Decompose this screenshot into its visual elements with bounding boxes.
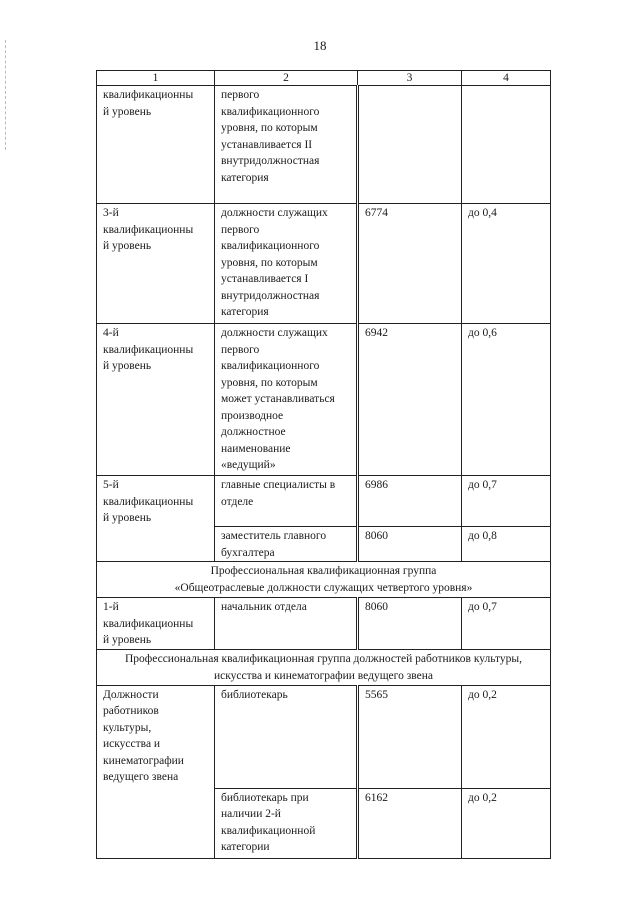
coefficient-cell: до 0,2 — [462, 685, 551, 788]
coefficient-cell: до 0,6 — [462, 324, 551, 476]
salary-cell — [358, 86, 462, 204]
salary-cell: 6774 — [358, 204, 462, 324]
position-cell: должности служащих первого квалификационного уровня, по которым устанавливается I внутридолжностная категория — [215, 204, 358, 324]
salary-cell: 5565 — [358, 685, 462, 788]
level-cell: 3-й квалификационны й уровень — [97, 204, 215, 324]
header-cell-1: 1 — [97, 71, 215, 86]
position-cell: библиотекарь — [215, 685, 358, 788]
coefficient-cell: до 0,4 — [462, 204, 551, 324]
salary-cell: 6986 — [358, 476, 462, 527]
header-cell-3: 3 — [358, 71, 462, 86]
table-row — [97, 476, 551, 527]
salary-cell: 6942 — [358, 324, 462, 476]
table-row — [97, 324, 551, 476]
salary-cell: 6162 — [358, 788, 462, 858]
coefficient-cell — [462, 86, 551, 204]
coefficient-cell: до 0,2 — [462, 788, 551, 858]
table-row — [97, 204, 551, 324]
binding-margin-line — [5, 40, 7, 150]
group-header-row — [97, 649, 551, 685]
position-cell: первого квалификационного уровня, по которым устанавливается II внутридолжностная категория — [215, 86, 358, 204]
level-cell: Должности работников культуры, искусства и кинематографии ведущего звена — [97, 685, 215, 858]
coefficient-cell: до 0,7 — [462, 476, 551, 527]
header-cell-2: 2 — [215, 71, 358, 86]
level-cell: 4-й квалификационны й уровень — [97, 324, 215, 476]
qualification-table — [96, 70, 551, 859]
position-cell: главные специалисты в отделе — [215, 476, 358, 527]
level-cell: квалификационны й уровень — [97, 86, 215, 204]
position-cell: заместитель главного бухгалтера — [215, 527, 358, 562]
position-cell: начальник отдела — [215, 598, 358, 650]
coefficient-cell: до 0,8 — [462, 527, 551, 562]
level-cell: 1-й квалификационны й уровень — [97, 598, 215, 650]
page-number: 18 — [313, 38, 327, 53]
salary-cell: 8060 — [358, 527, 462, 562]
table-row — [97, 685, 551, 788]
table-row — [97, 598, 551, 650]
position-cell: должности служащих первого квалификационного уровня, по которым может устанавливаться производное должностное наименование «ведущий» — [215, 324, 358, 476]
table-row — [97, 86, 551, 204]
level-cell: 5-й квалификационны й уровень — [97, 476, 215, 562]
salary-cell: 8060 — [358, 598, 462, 650]
header-cell-4: 4 — [462, 71, 551, 86]
position-cell: библиотекарь при наличии 2-й квалификационной категории — [215, 788, 358, 858]
coefficient-cell: до 0,7 — [462, 598, 551, 650]
table-header-row — [97, 71, 551, 86]
group-header-row — [97, 562, 551, 598]
group-header: Профессиональная квалификационная группа должностей работников культуры, искусства и кинематографии ведущего звена — [97, 649, 551, 685]
group-header: Профессиональная квалификационная группа «Общеотраслевые должности служащих четвертого уровня» — [97, 562, 551, 598]
